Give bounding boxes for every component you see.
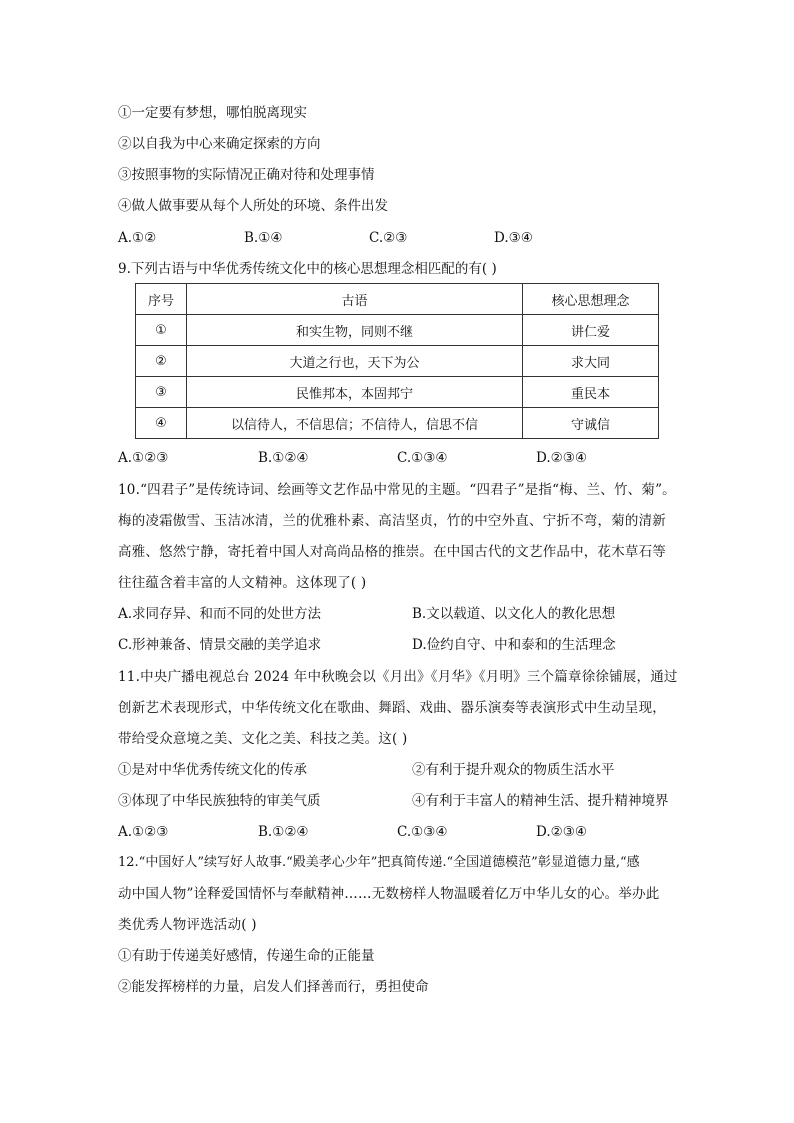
q8-item-4: ④做人做事要从每个人所处的环境、条件出发 [118,198,388,214]
table-header-cell: 古语 [187,284,523,315]
table-row [136,377,659,408]
q9-table [135,283,659,439]
table-cell: 重民本 [523,377,659,408]
q9-option-d: D.②③④ [536,450,587,466]
q10-stem-line-2: 梅的凌霜傲雪、玉洁冰清，兰的优雅朴素、高洁坚贞，竹的中空外直、宁折不弯，菊的清新 [118,513,666,529]
q10-option-b: B.文以载道、以文化人的教化思想 [412,606,616,622]
q11-option-b: B.①②④ [258,824,309,840]
q12-item-1: ①有助于传递美好感情，传递生命的正能量 [118,948,375,964]
q12-stem-line-1: 12.“中国好人”续写好人故事.“殿美孝心少年”把真简传递.“全国道德模范”彰显道德力量,“感 [118,855,640,870]
table-cell: ④ [136,408,187,439]
table-cell: 以信待人，不信思信；不信待人，信思不信 [187,408,523,439]
q9-option-a: A.①②③ [118,450,169,466]
table-cell: 和实生物，同则不继 [187,315,523,346]
q11-item-2: ②有利于提升观众的物质生活水平 [412,762,615,778]
q11-stem-line-2: 创新艺术表现形式，中华传统文化在歌曲、舞蹈、戏曲、器乐演奏等表演形式中生动呈现， [118,700,666,716]
q12-stem-line-2: 动中国人物”诠释爱国情怀与奉献精神……无数榜样人物温暖着亿万中华儿女的心。举办此 [118,886,660,902]
q10-stem-line-3: 高雅、悠然宁静，寄托着中国人对高尚品格的推崇。在中国古代的文艺作品中，花木草石等 [118,544,666,560]
q9-option-c: C.①③④ [397,450,448,466]
q8-option-c: C.②③ [369,230,408,246]
q8-item-1: ①一定要有梦想，哪怕脱离现实 [118,105,307,121]
q12-item-2: ②能发挥榜样的力量，启发人们择善而行，勇担使命 [118,979,429,995]
q9-stem: 9.下列古语与中华优秀传统文化中的核心思想理念相匹配的有( ) [118,261,497,277]
table-cell: ② [136,346,187,377]
table-header-row [136,284,659,315]
q11-stem-line-1: 11.中央广播电视总台 2024 年中秋晚会以《月出》《月华》《月明》三个篇章徐徐铺展，通过 [118,669,678,685]
q11-stem-line-3: 带给受众意境之美、文化之美、科技之美。这( ) [118,731,408,747]
q8-item-3: ③按照事物的实际情况正确对待和处理事情 [118,167,375,183]
table-cell: 守诚信 [523,408,659,439]
q8-option-d: D.③④ [494,230,533,246]
q8-option-a: A.①② [118,230,157,246]
q11-item-1: ①是对中华优秀传统文化的传承 [118,762,307,778]
table-cell: 民惟邦本，本固邦宁 [187,377,523,408]
q11-option-d: D.②③④ [536,824,587,840]
table-header-cell: 核心思想理念 [523,284,659,315]
q10-option-a: A.求同存异、和而不同的处世方法 [118,606,322,622]
q10-option-c: C.形神兼备、情景交融的美学追求 [118,637,322,653]
q9-option-b: B.①②④ [258,450,309,466]
q10-stem-line-1: 10.“四君子”是传统诗词、绘画等文艺作品中常见的主题。“四君子”是指“梅、兰、竹、菊”。 [118,482,676,498]
q11-item-4: ④有利于丰富人的精神生活、提升精神境界 [412,793,669,809]
table-header-cell: 序号 [136,284,187,315]
q11-option-a: A.①②③ [118,824,169,840]
table-row [136,408,659,439]
table-cell: 大道之行也，天下为公 [187,346,523,377]
q11-item-3: ③体现了中华民族独特的审美气质 [118,793,321,809]
table-row [136,315,659,346]
table-row [136,346,659,377]
q11-option-c: C.①③④ [397,824,448,840]
table-cell: 讲仁爱 [523,315,659,346]
q10-stem-line-4: 往往蕴含着丰富的人文精神。这体现了( ) [118,575,367,591]
q12-stem-line-3: 类优秀人物评选活动( ) [118,917,257,933]
q10-option-d: D.俭约自守、中和泰和的生活理念 [412,637,616,653]
q8-option-b: B.①④ [244,230,283,246]
q8-item-2: ②以自我为中心来确定探索的方向 [118,136,321,152]
table-cell: ① [136,315,187,346]
table-cell: ③ [136,377,187,408]
table-cell: 求大同 [523,346,659,377]
